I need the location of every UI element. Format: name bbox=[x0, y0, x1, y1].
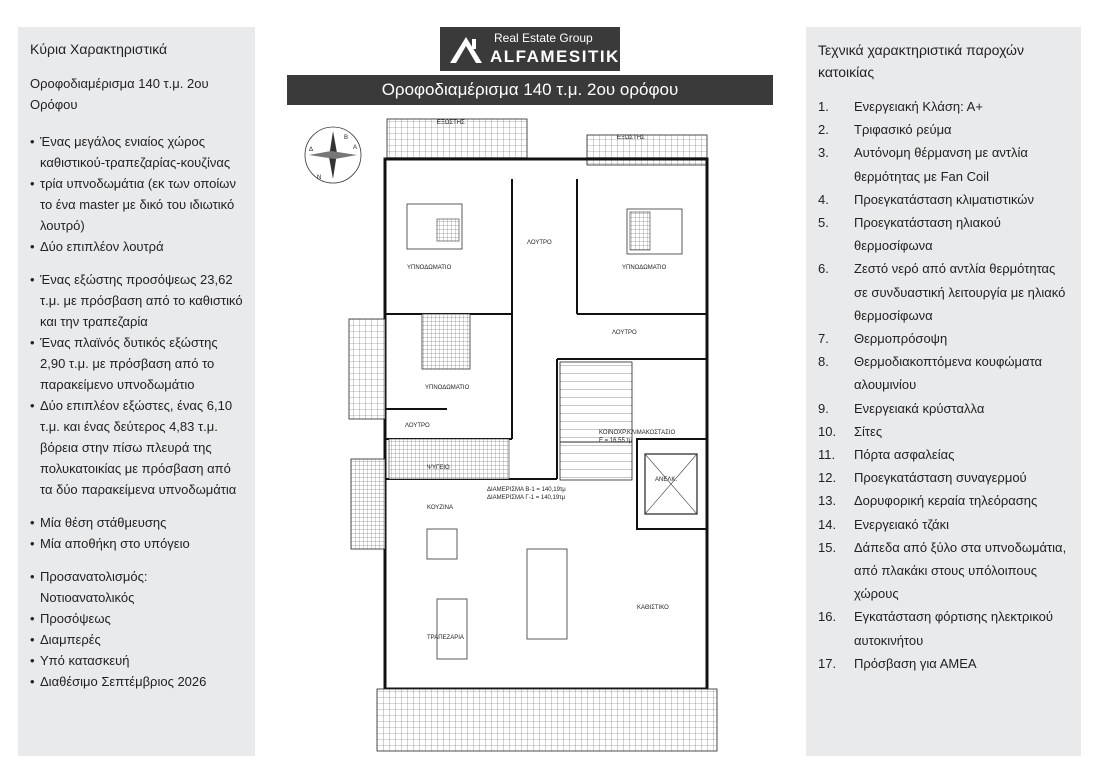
technical-features-list bbox=[818, 95, 1069, 675]
feature-item: • Δύο επιπλέον εξώστες, ένας 6,10 τ.μ. και ένας δεύτερος 4,83 τ.μ. βόρεια στην πίσω πλευρά της πολυκατοικίας με πρόσβαση από τα δύο παρακείμενα υπνοδωμάτια bbox=[30, 395, 243, 500]
feature-item: • Ένας πλαϊνός δυτικός εξώστης 2,90 τ.μ. με πρόσβαση από το παρακείμενο υπνοδωμάτιο bbox=[30, 332, 243, 395]
room-label-fridge: ΨΥΓΕΙΟ bbox=[427, 465, 450, 471]
room-label-bath3: ΛΟΥΤΡΟ bbox=[405, 423, 430, 429]
bed-icon bbox=[422, 314, 470, 369]
technical-features-panel bbox=[806, 27, 1081, 756]
room-label-bed1: ΥΠΝΟΔΩΜΑΤΙΟ bbox=[407, 265, 452, 271]
floor-plan-svg bbox=[287, 109, 773, 756]
floorplan-title: Οροφοδιαμέρισμα 140 τ.μ. 2ου ορόφου bbox=[287, 75, 773, 105]
balcony-north-label-2: ΕΞΩΣΤΗΣ bbox=[617, 135, 645, 141]
room-label-dining: ΤΡΑΠΕΖΑΡΙΑ bbox=[427, 635, 464, 641]
list-item: 15. Δάπεδα από ξύλο στα υπνοδωμάτια, από πλακάκι στους υπόλοιπους χώρους bbox=[818, 539, 1067, 602]
list-item: 14. Ενεργειακό τζάκι bbox=[818, 516, 949, 532]
feature-group-info bbox=[30, 566, 243, 692]
floor-plan-drawing bbox=[287, 109, 773, 756]
logo-brand-text: ALFAMESITIKI bbox=[490, 47, 627, 66]
list-item: 9. Ενεργειακά κρύσταλλα bbox=[818, 400, 985, 416]
room-label-bath2: ΛΟΥΤΡΟ bbox=[612, 330, 637, 336]
main-features-title: Κύρια Χαρακτηριστικά bbox=[30, 41, 168, 57]
feature-item: • Ένας μεγάλος ενιαίος χώρος καθιστικού-τραπεζαρίας-κουζίνας bbox=[30, 131, 243, 173]
area-label-2: ΔΙΑΜΕΡΙΣΜΑ Γ-1 = 140,19τμ bbox=[487, 495, 566, 501]
balcony-south bbox=[377, 689, 717, 751]
room-label-living: ΚΑΘΙΣΤΙΚΟ bbox=[637, 605, 669, 611]
apartment-subtitle: Οροφοδιαμέρισμα 140 τ.μ. 2ου Ορόφου bbox=[30, 76, 209, 112]
main-features-panel bbox=[18, 27, 255, 756]
compass-west: Δ bbox=[309, 147, 314, 153]
list-item: 16. Εγκατάσταση φόρτισης ηλεκτρικού αυτοκινήτου bbox=[818, 609, 1053, 648]
pillow-icon bbox=[630, 212, 650, 250]
list-item: 1. Ενεργειακή Κλάση: Α+ bbox=[818, 99, 983, 114]
list-item: 6. Ζεστό νερό από αντλία θερμότητας σε συνδυαστική λειτουργία με ηλιακό θερμοσίφωνα bbox=[818, 261, 1066, 323]
feature-item: • Ένας εξώστης προσόψεως 23,62 τ.μ. με πρόσβαση από το καθιστικό και την τραπεζαρία bbox=[30, 269, 243, 332]
compass-east: Α bbox=[353, 145, 358, 151]
list-item: 10. Σίτες bbox=[818, 423, 883, 439]
floorplan-section bbox=[287, 27, 773, 756]
staircase-lower bbox=[560, 442, 632, 480]
house-roof-icon bbox=[446, 31, 486, 67]
feature-item: • Προσόψεως bbox=[30, 608, 243, 629]
room-label-bed2: ΥΠΝΟΔΩΜΑΤΙΟ bbox=[622, 265, 667, 271]
feature-item: • Υπό κατασκευή bbox=[30, 650, 243, 671]
compass-icon bbox=[305, 127, 361, 183]
feature-group-rooms bbox=[30, 131, 243, 257]
list-item: 11. Πόρτα ασφαλείας bbox=[818, 447, 955, 463]
room-label-bath1: ΛΟΥΤΡΟ bbox=[527, 240, 552, 246]
room-label-elevator: ΑΝΕΛΚ. bbox=[655, 477, 678, 483]
balcony-north-label-1: ΕΞΩΣΤΗΣ bbox=[437, 120, 465, 126]
area-label-1: ΔΙΑΜΕΡΙΣΜΑ Β-1 = 140,19τμ bbox=[487, 487, 566, 493]
list-item: 3. Αυτόνομη θέρμανση με αντλία θερμότητας με Fan Coil bbox=[818, 145, 1028, 184]
balcony-west bbox=[349, 319, 385, 419]
room-label-stair-area: Ε = 16,55 τμ bbox=[599, 438, 633, 444]
list-item: 2. Τριφασικό ρεύμα bbox=[818, 122, 952, 138]
company-logo bbox=[440, 27, 627, 71]
feature-group-balconies bbox=[30, 269, 243, 500]
compass-north: Β bbox=[344, 135, 349, 141]
list-item: 7. Θερμοπρόσοψη bbox=[818, 331, 948, 347]
dining-table-icon bbox=[437, 599, 467, 659]
list-item: 8. Θερμοδιακοπτόμενα κουφώματα αλουμινίου bbox=[818, 354, 1043, 393]
west-wall-hatch bbox=[351, 459, 385, 549]
sofa-icon bbox=[527, 549, 567, 639]
kitchen-counter bbox=[389, 439, 509, 479]
list-item: 4. Προεγκατάσταση κλιματιστικών bbox=[818, 191, 1034, 207]
feature-item: • Προσανατολισμός: Νοτιοανατολικός bbox=[30, 566, 243, 608]
feature-item: • Μία θέση στάθμευσης bbox=[30, 512, 243, 533]
feature-item: • Διαμπερές bbox=[30, 629, 243, 650]
technical-features-title: Τεχνικά χαρακτηριστικά παροχών κατοικίας bbox=[818, 42, 1024, 80]
list-item: 12. Προεγκατάσταση συναγερμού bbox=[818, 470, 1027, 486]
feature-item: • Δύο επιπλέον λουτρά bbox=[30, 236, 243, 257]
compass-south: Ν bbox=[317, 175, 322, 181]
list-item: 17. Πρόσβαση για ΑΜΕΑ bbox=[818, 655, 977, 671]
logo-group-text: Real Estate Group bbox=[494, 31, 593, 45]
pillow-icon bbox=[437, 219, 459, 241]
room-label-stair: ΚΟΙΝΟΧΡ.ΚΛΙΜΑΚΟΣΤΑΣΙΟ bbox=[599, 430, 676, 436]
room-label-kitchen: ΚΟΥΖΙΝΑ bbox=[427, 505, 453, 511]
table-icon bbox=[427, 529, 457, 559]
feature-item: • τρία υπνοδωμάτια (εκ των οποίων το ένα master με δικό του ιδιωτικό λουτρό) bbox=[30, 173, 243, 236]
room-label-bed3: ΥΠΝΟΔΩΜΑΤΙΟ bbox=[425, 385, 470, 391]
list-item: 5. Προεγκατάσταση ηλιακού θερμοσίφωνα bbox=[818, 215, 1001, 254]
list-item: 13. Δορυφορική κεραία τηλεόρασης bbox=[818, 493, 1038, 509]
feature-item: • Διαθέσιμο Σεπτέμβριος 2026 bbox=[30, 671, 243, 692]
feature-group-extras bbox=[30, 512, 243, 554]
feature-item: • Μία αποθήκη στο υπόγειο bbox=[30, 533, 243, 554]
